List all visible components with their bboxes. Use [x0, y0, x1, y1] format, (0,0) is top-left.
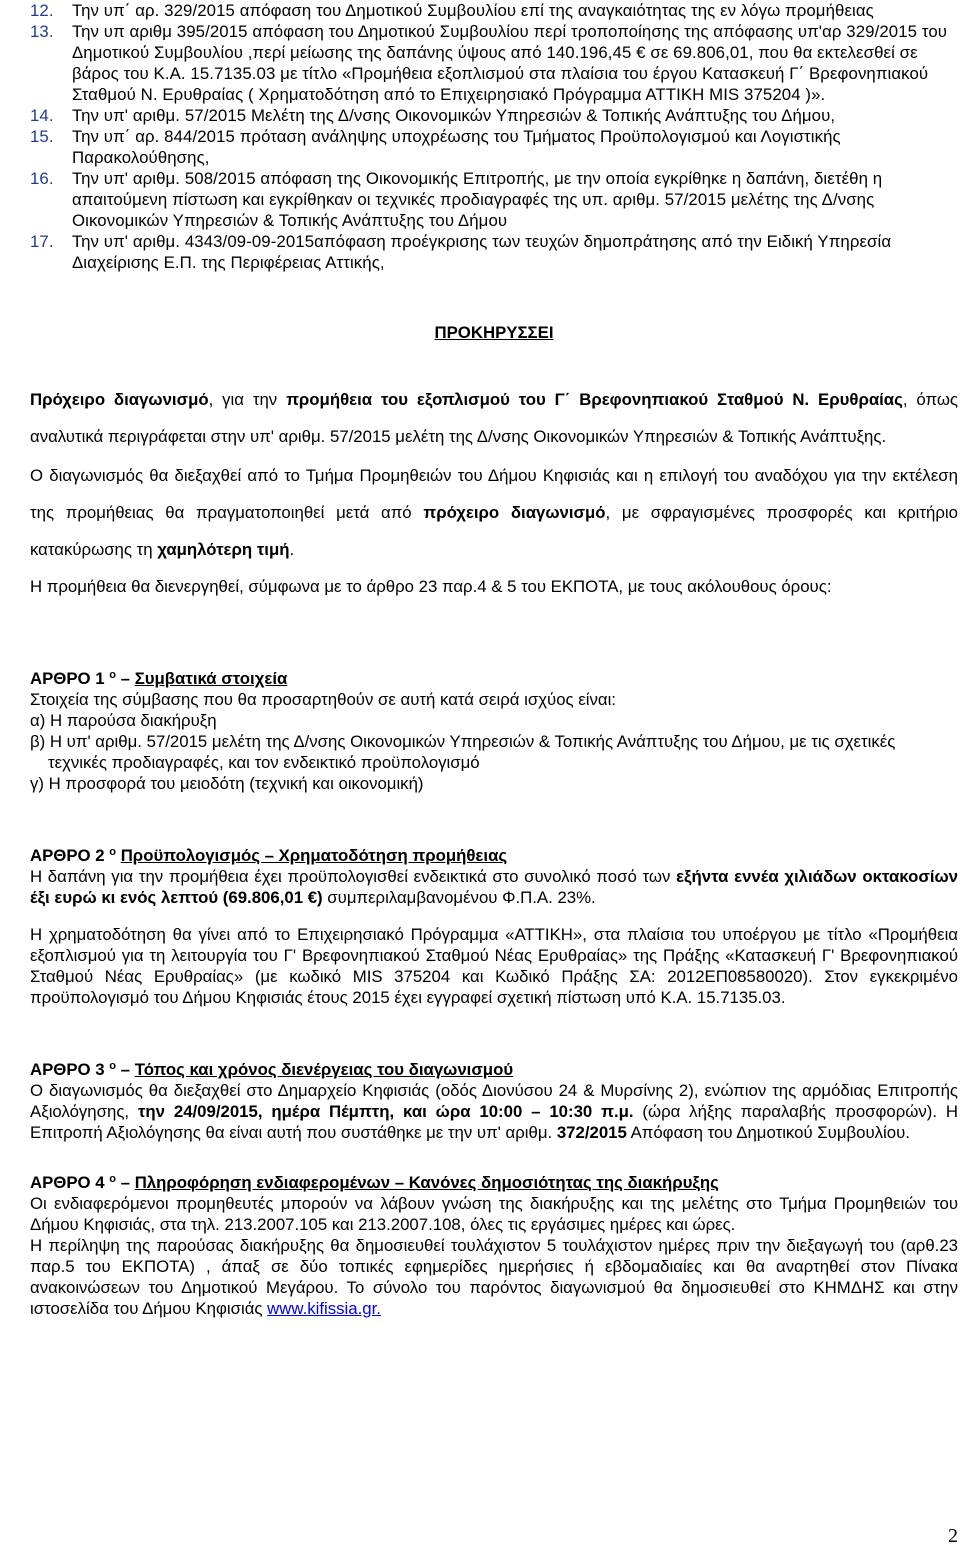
intro-text-2: , όπως αναλυτικά περιγράφεται στην υπ' αριθμ. 57/2015 μελέτη της Δ/νσης Οικονομικών Υπηρεσιών & Τοπικής Ανάπτυξης.: [30, 390, 959, 446]
article-3-heading: [30, 1056, 958, 1080]
article-2-paragraph-1: [30, 866, 958, 908]
intro-text-1: , για την: [208, 390, 287, 409]
article-2-ordinal: ο: [109, 846, 117, 858]
article-1-number: ΑΡΘΡΟ 1: [30, 669, 105, 688]
list-item-text: Την υπ' αριθμ. 57/2015 Μελέτη της Δ/νσης Οικονομικών Υπηρεσιών & Τοπικής Ανάπτυξης του Δήμου,: [72, 106, 836, 125]
intro-text-4: , με σφραγισμένες προσφορές και κριτήριο κατακύρωσης τη: [30, 503, 958, 559]
article-2-amount: εξήντα εννέα χιλιάδων οκτακοσίων έξι ευρώ κι ενός λεπτού (69.806,01 €): [30, 867, 958, 907]
list-item-text: Την υπ΄ αρ. 844/2015 πρόταση ανάληψης υποχρέωσης του Τμήματος Προϋπολογισμού και Λογιστικής Παρακολούθησης,: [72, 127, 841, 167]
article-2-paragraph-2: Η χρηματοδότηση θα γίνει από το Επιχειρησιακό Πρόγραμμα «ΑΤΤΙΚΗ», στα πλαίσια του υποέργου με τίτλο «Προμήθεια εξοπλισμού για τη λειτουργία του Γ' Βρεφονηπιακού Σταθμού Νέας Ερυθραίας» της Πράξης «Κατασκευή Γ' Βρεφονηπιακού Σταθμού Νέας Ερυθραίας» (με κωδικό MIS 375204 και Κωδικό Πράξης ΣΑ: 2012ΕΠ08580020). Στον εγκεκριμένο προϋπολογισμό του Δήμου Κηφισιάς έτους 2015 έχει εγγραφεί σχετική πίστωση υπό Κ.Α. 15.7135.03.: [30, 925, 958, 1007]
list-item-number: 13.: [30, 22, 54, 41]
page-number: 2: [948, 1525, 958, 1547]
article-2-title: Προϋπολογισμός – Χρηματοδότηση προμήθειας: [120, 846, 508, 865]
article-3-date-time: την 24/09/2015, ημέρα Πέμπτη, και ώρα 10:00 – 10:30 π.μ.: [137, 1102, 634, 1121]
article-3: [30, 1056, 958, 1143]
intro-bold-4: χαμηλότερη τιμή: [157, 540, 290, 559]
article-4-text-1: Η περίληψη της παρούσας διακήρυξης θα δημοσιευθεί τουλάχιστον 5 τουλάχιστον ημέρες πριν την διεξαγωγή του (αρθ.23 παρ.5 του ΕΚΠΟΤΑ) , άπαξ σε δύο τοπικές εφημερίδες ημερήσιες ή εβδομαδιαίες και θα αναρτηθεί στον Πίνακα ανακοινώσεων του Δημοτικού Μεγάρου. Το σύνολο του παρόντος διαγωνισμού θα δημοσιευθεί στο ΚΗΜΔΗΣ και στην ιστοσελίδα του Δήμου Κηφισιάς: [30, 1236, 958, 1318]
intro-text-5: .: [289, 540, 295, 559]
article-1-item-c: γ) Η προσφορά του μειοδότη (τεχνική και οικονομική): [30, 774, 424, 793]
document-page: [30, 0, 958, 1319]
article-3-decision-number: 372/2015: [556, 1123, 627, 1142]
article-3-number: ΑΡΘΡΟ 3: [30, 1060, 105, 1079]
article-4-dash: –: [116, 1173, 135, 1192]
intro-bold-1: Πρόχειρο διαγωνισμό: [30, 390, 209, 409]
list-item: [30, 0, 958, 21]
intro-paragraph-3: Η προμήθεια θα διενεργηθεί, σύμφωνα με το άρθρο 23 παρ.4 & 5 του ΕΚΠΟΤΑ, με τους ακόλουθους όρους:: [30, 577, 832, 596]
article-2-text-2: συμπεριλαμβανομένου Φ.Π.Α. 23%.: [322, 888, 596, 907]
article-3-paragraph: [30, 1080, 958, 1143]
list-item-text: Την υπ΄ αρ. 329/2015 απόφαση του Δημοτικού Συμβουλίου επί της αναγκαιότητας της εν λόγω προμήθειας: [72, 1, 874, 20]
list-item-text: Την υπ' αριθμ. 4343/09-09-2015απόφαση προέγκρισης των τευχών δημοπράτησης από την Ειδική Υπηρεσία Διαχείρισης Ε.Π. της Περιφέρειας Αττικής,: [72, 232, 892, 272]
article-2-number: ΑΡΘΡΟ 2: [30, 846, 105, 865]
article-1-heading: [30, 665, 958, 689]
article-3-text-3: Απόφαση του Δημοτικού Συμβουλίου.: [626, 1123, 910, 1142]
intro-bold-3: πρόχειρο διαγωνισμό: [423, 503, 606, 522]
intro-text-3: Ο διαγωνισμός θα διεξαχθεί από το Τμήμα Προμηθειών του Δήμου Κηφισιάς και η επιλογή του αναδόχου για την εκτέλεση της προμήθειας θα πραγματοποιηθεί μετά από: [30, 466, 958, 522]
list-item-number: 16.: [30, 169, 54, 188]
article-1-title: Συμβατικά στοιχεία: [134, 669, 288, 688]
list-item: [30, 105, 958, 126]
article-3-title: Τόπος και χρόνος διενέργειας του διαγωνισμού: [134, 1060, 514, 1079]
list-item: [30, 126, 958, 168]
article-2: [30, 842, 958, 1008]
article-2-heading: [30, 842, 958, 866]
municipality-website-link[interactable]: www.kifissia.gr.: [267, 1299, 381, 1318]
list-item: [30, 21, 958, 105]
list-item: [30, 231, 958, 273]
list-item: [30, 168, 958, 231]
proclamation-heading: ΠΡΟΚΗΡΥΣΣΕΙ: [434, 323, 554, 342]
article-3-text-1: Ο διαγωνισμός θα διεξαχθεί στο Δημαρχείο Κηφισιάς (οδός Διονύσου 24 & Μυρσίνης 2), ενώπιον της αρμόδιας Επιτροπής Αξιολόγησης,: [30, 1081, 958, 1121]
article-2-text-1: Η δαπάνη για την προμήθεια έχει προϋπολογισθεί ενδεικτικά στο συνολικό ποσό των: [30, 867, 677, 886]
intro-paragraph-1: [30, 381, 958, 455]
article-4-number: ΑΡΘΡΟ 4: [30, 1173, 105, 1192]
list-item-number: 15.: [30, 127, 54, 146]
article-4-paragraph-1: Οι ενδιαφερόμενοι προμηθευτές μπορούν να λάβουν γνώση της διακήρυξης και της μελέτης στο Τμήμα Προμηθειών του Δήμου Κηφισιάς, στα τηλ. 213.2007.105 και 213.2007.108, όλες τις εργάσιμες ημέρες και ώρες.: [30, 1194, 958, 1234]
intro-paragraph-2: [30, 457, 958, 568]
article-1-ordinal: ο: [109, 669, 117, 681]
article-4-ordinal: ο: [109, 1173, 117, 1185]
article-4-heading: [30, 1169, 958, 1193]
article-4-paragraph-2: [30, 1235, 958, 1319]
article-1: [30, 665, 958, 794]
list-item-number: 12.: [30, 1, 54, 20]
article-3-dash: –: [116, 1060, 135, 1079]
list-item-number: 17.: [30, 232, 54, 251]
considerations-list: [30, 0, 958, 273]
list-item-number: 14.: [30, 106, 54, 125]
article-1-dash: –: [116, 669, 135, 688]
intro-bold-2: προμήθεια του εξοπλισμού του Γ΄ Βρεφονηπιακού Σταθμού Ν. Ερυθραίας: [286, 390, 903, 409]
article-4: [30, 1169, 958, 1319]
article-3-ordinal: ο: [109, 1060, 117, 1072]
article-1-item-a: α) Η παρούσα διακήρυξη: [30, 711, 217, 730]
list-item-text: Την υπ αριθμ 395/2015 απόφαση του Δημοτικού Συμβουλίου περί τροποποίησης της απόφασης υπ'αρ 329/2015 του Δημοτικού Συμβουλίου ,περί μείωσης της δαπάνης ύψους από 140.196,45 € σε 69.806,01, που θα εκτελεσθεί σε βάρος του Κ.Α. 15.7135.03 με τίτλο «Προμήθεια εξοπλισμού στα πλαίσια του έργου Κατασκευή Γ΄ Βρεφονηπιακού Σταθμού Ν. Ερυθραίας ( Χρηματοδότηση από το Επιχειρησιακό Πρόγραμμα ΑΤΤΙΚΗ MIS 375204 )».: [72, 22, 948, 104]
article-3-text-2: (ώρα λήξης παραλαβής προσφορών). Η Επιτροπή Αξιολόγησης θα είναι αυτή που συστάθηκε με την υπ' αριθμ.: [30, 1102, 959, 1142]
list-item-text: Την υπ' αριθμ. 508/2015 απόφαση της Οικονομικής Επιτροπής, με την οποία εγκρίθηκε η δαπάνη, διετέθη η απαιτούμενη πίστωση και εγκρίθηκαν οι τεχνικές προδιαγραφές της υπ. αριθμ. 57/2015 μελέτης της Δ/νσης Οικονομικών Υπηρεσιών & Τοπικής Ανάπτυξης του Δήμου: [72, 169, 883, 230]
article-1-intro: Στοιχεία της σύμβασης που θα προσαρτηθούν σε αυτή κατά σειρά ισχύος είναι:: [30, 690, 616, 709]
article-4-title: Πληροφόρηση ενδιαφερομένων – Κανόνες δημοσιότητας της διακήρυξης: [134, 1173, 719, 1192]
article-1-item-b: β) Η υπ' αριθμ. 57/2015 μελέτη της Δ/νσης Οικονομικών Υπηρεσιών & Τοπικής Ανάπτυξης του Δήμου, με τις σχετικές τεχνικές προδιαγραφές, και τον ενδεικτικό προϋπολογισμό: [30, 732, 896, 772]
